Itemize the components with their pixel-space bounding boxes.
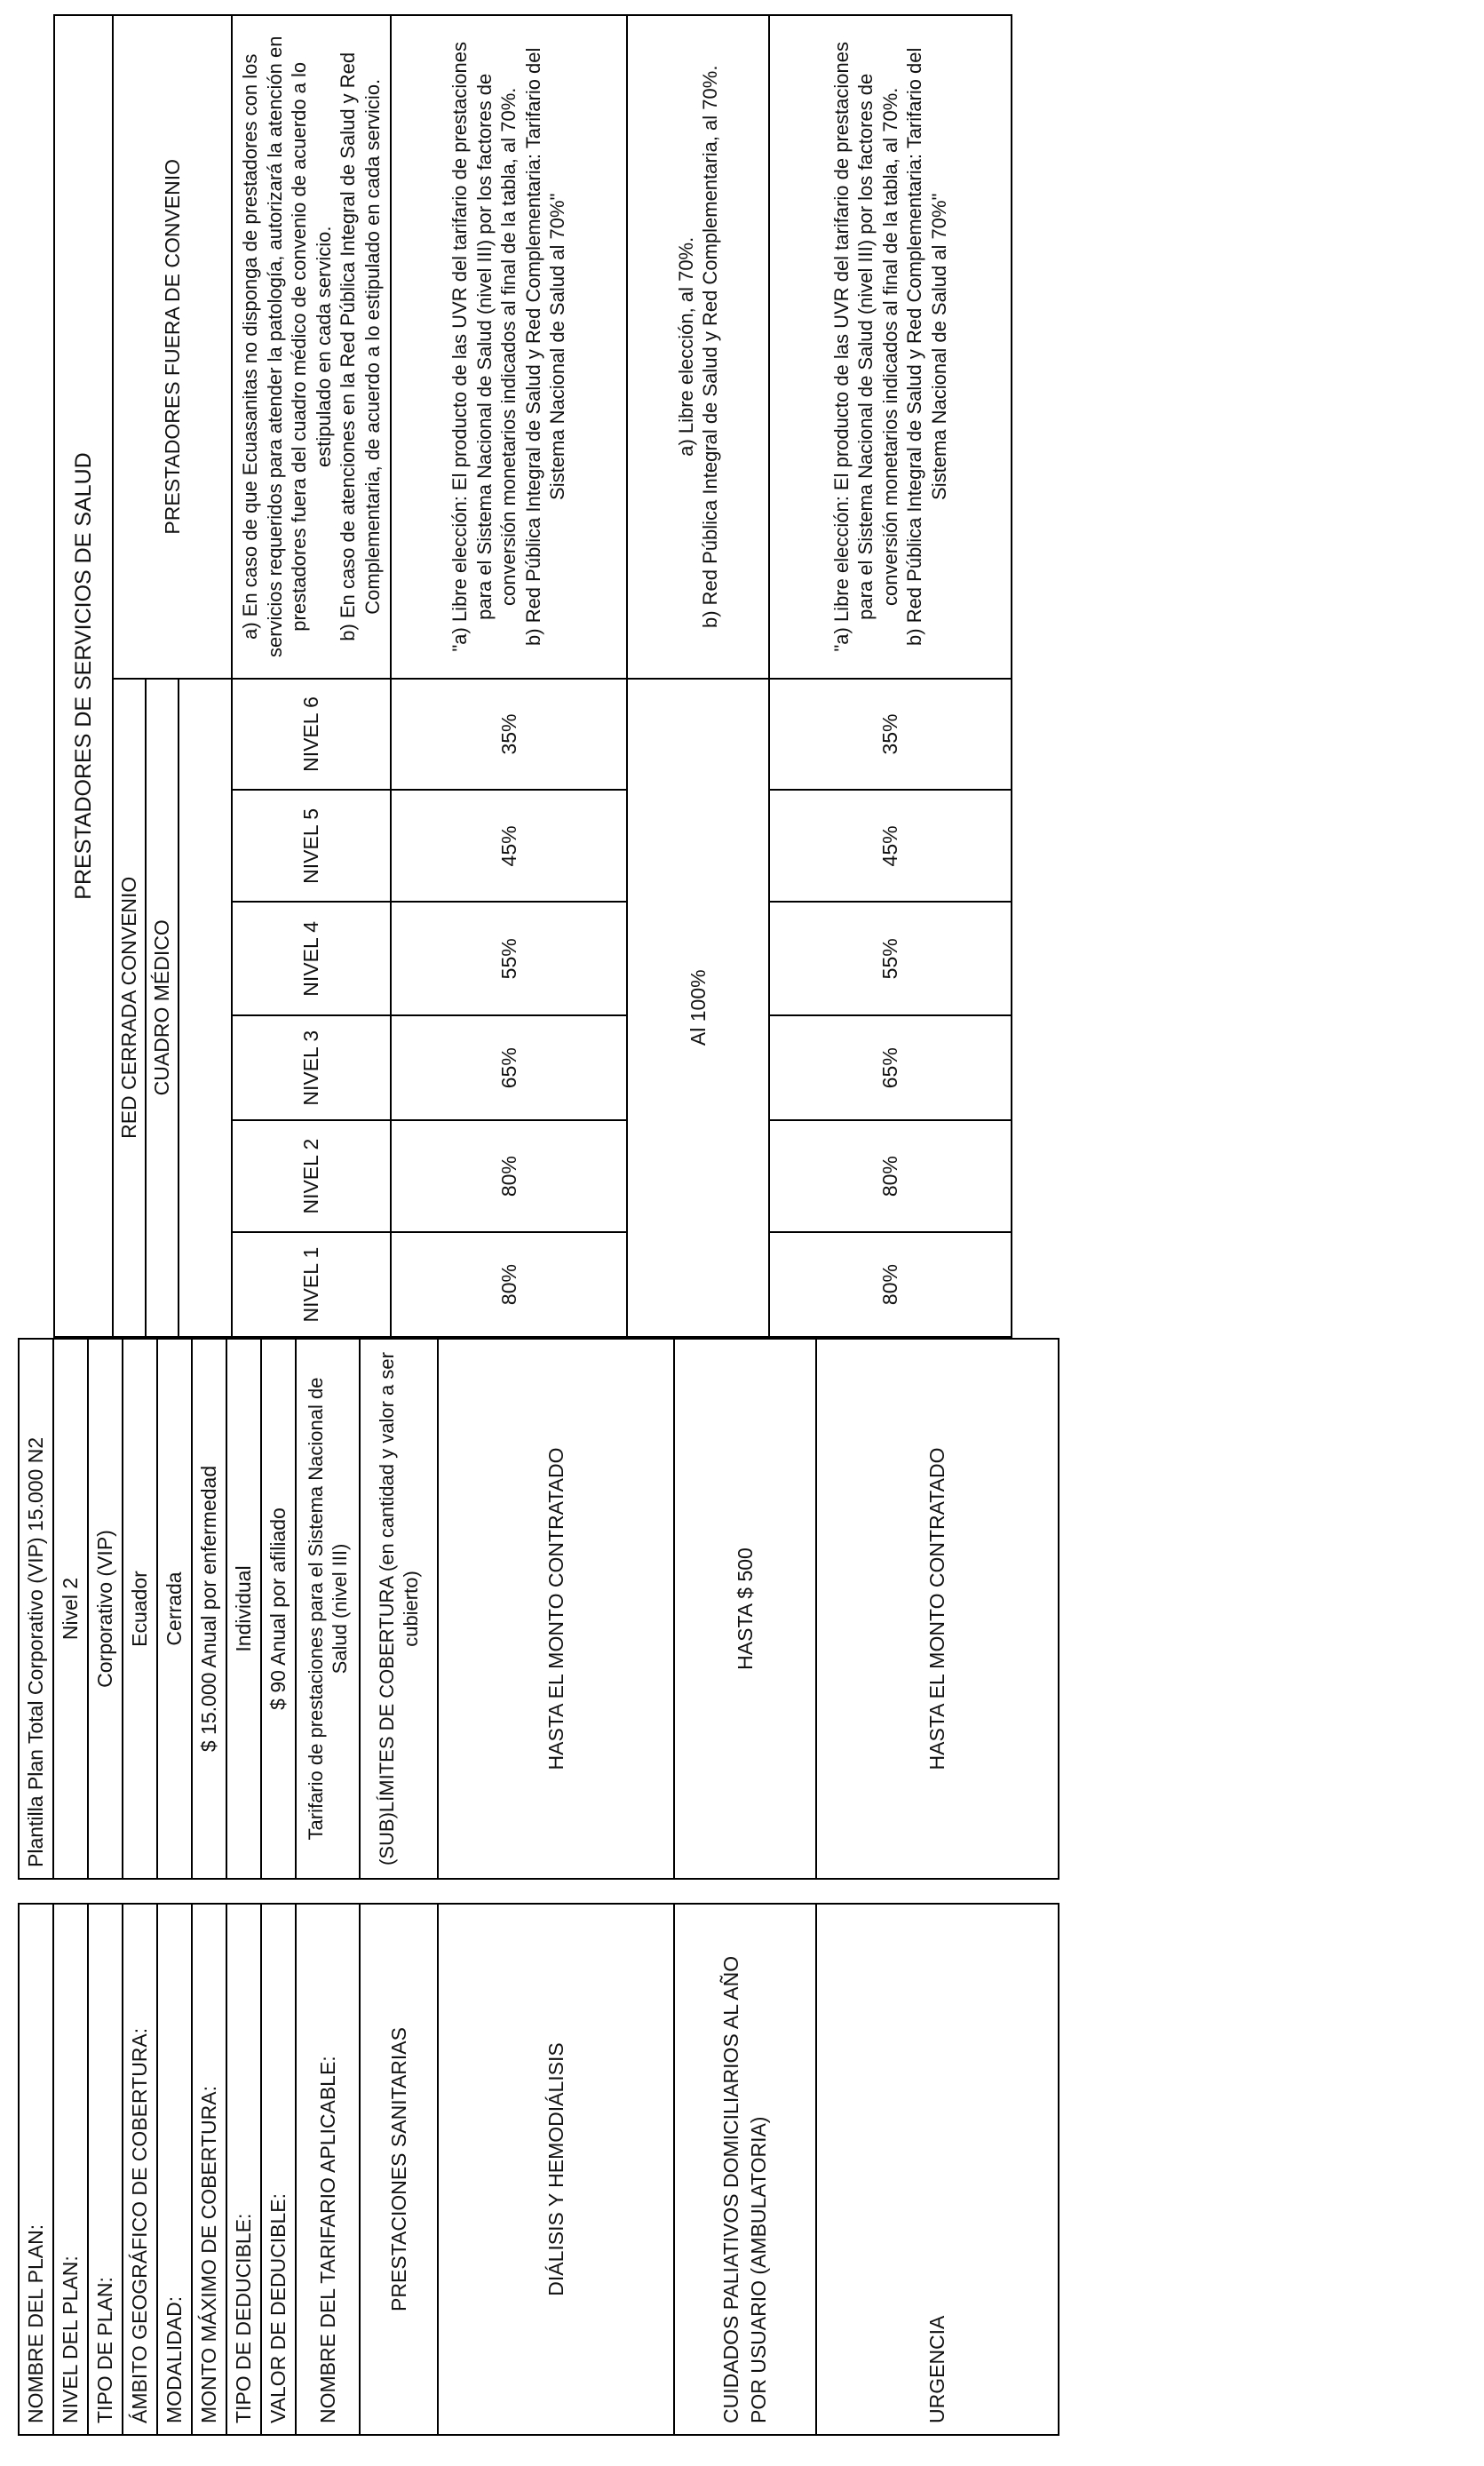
fuera-convenio-note: a) En caso de que Ecuasanitas no disponga de prestadores con los servicios requeridos para atender la patología, autorizará la atención en prestadores fuera del cuadro médico de convenio de acuerdo a lo estipulado en cada servicio. b) En caso de atenciones en la Red Pública Integral de Salud y Red Complementaria, de acuerdo a lo estipulado en cada servicio. xyxy=(232,15,391,679)
urgencia-level-6: 35% xyxy=(769,679,1012,791)
level-6-header: NIVEL 6 xyxy=(232,679,391,791)
label-tarifario: NOMBRE DEL TARIFARIO APLICABLE: xyxy=(296,1904,360,2435)
value-nombre: Plantilla Plan Total Corporativo (VIP) 15.000 N2 xyxy=(19,1339,53,1879)
level-4-header: NIVEL 4 xyxy=(232,902,391,1015)
value-tipo-deducible: Individual xyxy=(226,1339,261,1879)
providers-title: PRESTADORES DE SERVICIOS DE SALUD xyxy=(53,14,112,1338)
service-name-cuidados: CUIDADOS PALIATIVOS DOMICILIARIOS AL AÑO POR USUARIO (AMBULATORIA) xyxy=(674,1904,816,2435)
limit-cuidados: HASTA $ 500 xyxy=(674,1339,816,1879)
value-tarifario: Tarifario de prestaciones para el Sistema Nacional de Salud (nivel III) xyxy=(296,1339,360,1879)
dialisis-level-4: 55% xyxy=(391,902,627,1015)
providers-table xyxy=(112,14,1012,1338)
dialisis-fuera: "a) Libre elección: El producto de las UVR del tarifario de prestaciones para el Sistema Nacional de Salud (nivel III) por los factores de conversión monetarios indicados al final de la tabla, al 70%. b) Red Pública Integral de Salud y Red Complementaria: Tarifario del Sistema Nacional de Salud al 70%" xyxy=(391,15,627,679)
dialisis-level-3: 65% xyxy=(391,1015,627,1120)
urgencia-level-3: 65% xyxy=(769,1015,1012,1120)
urgencia-fuera: "a) Libre elección: El producto de las UVR del tarifario de prestaciones para el Sistema Nacional de Salud (nivel III) por los factores de conversión monetarios indicados al final de la tabla, al 70%. b) Red Pública Integral de Salud y Red Complementaria: Tarifario del Sistema Nacional de Salud al 70%" xyxy=(769,15,1012,679)
cuidados-levels-merged: Al 100% xyxy=(627,679,769,1337)
plan-labels-table xyxy=(18,1903,1059,2436)
urgencia-level-5: 45% xyxy=(769,790,1012,902)
level-2-header: NIVEL 2 xyxy=(232,1120,391,1232)
value-valor-deducible: $ 90 Anual por afiliado xyxy=(261,1339,296,1879)
dialisis-level-2: 80% xyxy=(391,1120,627,1232)
label-valor-deducible: VALOR DE DEDUCIBLE: xyxy=(261,1904,296,2435)
value-modalidad: Cerrada xyxy=(157,1339,192,1879)
level-5-header: NIVEL 5 xyxy=(232,790,391,902)
label-modalidad: MODALIDAD: xyxy=(157,1904,192,2435)
service-name-dialisis: DIÁLISIS Y HEMODIÁLISIS xyxy=(438,1904,674,2435)
level-3-header: NIVEL 3 xyxy=(232,1015,391,1120)
dialisis-level-6: 35% xyxy=(391,679,627,791)
value-nivel: Nivel 2 xyxy=(53,1339,88,1879)
label-tipo-deducible: TIPO DE DEDUCIBLE: xyxy=(226,1904,261,2435)
dialisis-level-5: 45% xyxy=(391,790,627,902)
value-sublimites-header: (SUB)LÍMITES DE COBERTURA (en cantidad y valor a ser cubierto) xyxy=(360,1339,438,1879)
limit-urgencia: HASTA EL MONTO CONTRATADO xyxy=(816,1339,1059,1879)
urgencia-level-1: 80% xyxy=(769,1232,1012,1337)
service-name-urgencia: URGENCIA xyxy=(816,1904,1059,2435)
red-cerrada-header: RED CERRADA CONVENIO xyxy=(113,679,146,1337)
label-tipo: TIPO DE PLAN: xyxy=(88,1904,123,2435)
urgencia-level-4: 55% xyxy=(769,902,1012,1015)
cuidados-fuera: a) Libre elección, al 70%. b) Red Pública Integral de Salud y Red Complementaria, al 70%. xyxy=(627,15,769,679)
cuadro-medico-header: CUADRO MÉDICO xyxy=(146,679,179,1337)
limit-dialisis: HASTA EL MONTO CONTRATADO xyxy=(438,1339,674,1879)
plan-values-table xyxy=(18,1338,1059,1880)
level-1-header: NIVEL 1 xyxy=(232,1232,391,1337)
label-prestaciones: PRESTACIONES SANITARIAS xyxy=(360,1904,438,2435)
levels-spacer xyxy=(179,679,232,1337)
fuera-convenio-header: PRESTADORES FUERA DE CONVENIO xyxy=(113,15,232,679)
value-monto: $ 15.000 Anual por enfermedad xyxy=(192,1339,226,1879)
label-nombre: NOMBRE DEL PLAN: xyxy=(19,1904,53,2435)
label-ambito: ÁMBITO GEOGRÁFICO DE COBERTURA: xyxy=(123,1904,157,2435)
label-monto: MONTO MÁXIMO DE COBERTURA: xyxy=(192,1904,226,2435)
urgencia-level-2: 80% xyxy=(769,1120,1012,1232)
value-tipo: Corporativo (VIP) xyxy=(88,1339,123,1879)
label-nivel: NIVEL DEL PLAN: xyxy=(53,1904,88,2435)
value-ambito: Ecuador xyxy=(123,1339,157,1879)
dialisis-level-1: 80% xyxy=(391,1232,627,1337)
